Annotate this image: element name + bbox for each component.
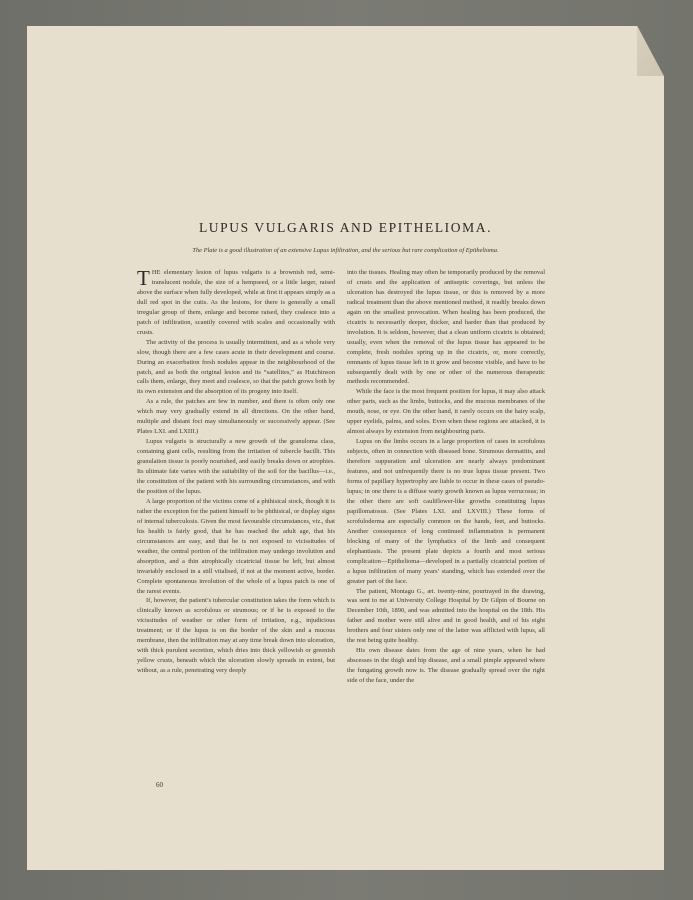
paper-sheet (27, 26, 664, 870)
right-column (347, 268, 545, 686)
right-paragraph-3: Lupus on the limbs occurs in a large proportion of cases in scrofulous subjects, often in connection with diseased bone. Strumous dermatitis, and therefore suppuration and ulceration are nearly always predominant features, and not unfrequently there is no true lupus tissue present. Two forms of papillary hypertrophy are liable to occur in these cases of pseudo-lupus; in one there is a diffuse warty growth known as lupus verrucosus; in the other there are soft cauliflower-like growths constituting lupus papillomatosus. (See Plates LXI. and LXVIII.) These forms of scrofuloderma are especially common on the hands, feet, and buttocks. Another consequence of long continued inflammation is permanent blocking of many of the lymphatics of the limb and consequent elephantiasis. The present plate depicts a fourth and most serious complication—Epithelioma—developed in a partially cicatricial portion of a lupus infiltration of many years’ standing, which has extended over the greater part of the face. (347, 438, 545, 585)
left-paragraph-4: Lupus vulgaris is structurally a new growth of the granuloma class, containing giant cells, resulting from the irritation of tubercle bacilli. This granulation tissue is poorly nourished, and easily breaks down or atrophies. Its ultimate fate varies with the suitability of the soil for the bacillus—i.e., the constitution of the patient with his surrounding circumstances, and with the position of the lupus. (137, 438, 335, 495)
page-subtitle: The Plate is a good illustration of an extensive Lupus infiltration, and the serious but rare complication of Epithelioma. (192, 247, 499, 254)
left-paragraph-1-text: HE elementary lesion of lupus vulgaris is a brownish red, semi-translucent nodule, the size of a hempseed, or a little larger, raised above the surface when fully developed, while at first it appears simply as a dull red spot in the cutis. As the lesions, for there is generally a small irregular group of them, enlarge and become raised, they coalesce into a patch of infiltration, scantily covered with scales and occasionally with crusts. (137, 269, 335, 336)
left-paragraph-5: A large proportion of the victims come of a phthisical stock, though it is rather the exception for the patient himself to be phthisical, or display signs of internal tuberculosis. Given the most favourable circumstances, viz., that his health is fairly good, that he has reached the adult age, that his circumstances are easy, and that he is not exposed to vicissitudes of weather, the central portion of the infiltration may undergo involution and absorption, and a thin atrophically cicatricial tissue be left, but almost invariably enclosed in a still vitalised, if not at the moment active, border. Complete spontaneous involution of the whole of a lupus patch is one of the rarest events. (137, 497, 335, 595)
page-number: 60 (156, 781, 163, 789)
drop-cap: T (137, 266, 150, 290)
left-paragraph-2: The activity of the process is usually intermittent, and as a whole very slow, though there are a few cases acute in their development and course. During an exacerbation fresh nodules appear in the neighbourhood of the patch, and as both the original lesion and its “satellites,” as Hutchinson calls them, enlarge, they meet and coalesce, so that the patch grows both by its own extension and the absorption of its progeny into itself. (137, 338, 335, 396)
left-paragraph-3: As a rule, the patches are few in number, and there is often only one which may very gradually extend in all directions. On the other hand, multiple and distant foci may simultaneously or successively appear. (See Plates LXI. and LXIII.) (137, 398, 335, 436)
right-paragraph-2: While the face is the most frequent position for lupus, it may also attack other parts, such as the limbs, buttocks, and the mucous membranes of the mouth, nose, or eye. On the other hand, it rarely occurs on the hairy scalp, upper eyelids, palms, and soles. Even when these regions are attacked, it is almost always by extension from neighbouring parts. (347, 388, 545, 436)
right-paragraph-5: His own disease dates from the age of nine years, when he had abscesses in the thigh and hip disease, and a small pimple appeared where the fungating growth now is. The disease gradually spread over the right side of the face, under the (347, 647, 545, 685)
right-paragraph-4: The patient, Montagu G., æt. twenty-nine, pourtrayed in the drawing, was sent to me at University College Hospital by Dr Gilpin of Bourne on December 10th, 1890, and was admitted into the hospital on the 18th. His father and mother were still alive and in good health, and of his eight brothers and four sisters only one of the latter was afflicted with lupus, all the rest being quite healthy. (347, 587, 545, 645)
left-paragraph-6: If, however, the patient’s tubercular constitution takes the form which is clinically known as scrofulous or strumous; or if he is exposed to the vicissitudes of weather or other form of irritation, e.g., injudicious treatment; or if the lupus is on the border of the skin and a mucous membrane, then the infiltration may at any time break down into ulceration, with thick purulent secretion, which dries into thick yellowish or greenish yellow crusts, beneath which the ulceration slowly spreads in extent, but without, as a rule, penetrating very deeply (137, 597, 335, 675)
right-paragraph-1: into the tissues. Healing may often be temporarily produced by the removal of crusts and the application of antiseptic coverings, but unless the ulceration has destroyed the lupus tissue, or this is removed by a more radical treatment than the above mentioned method, it readily breaks down again on the smallest provocation. When healing has been produced, the cicatrix is necessarily deeper, thicker, and harder than that produced by involution. It is seldom, however, that a clean uniform cicatrix is obtained; usually, even when the removal of the lupus tissue has appeared to be complete, fresh nodules spring up in the cicatrix, or, more correctly, remnants of lupus tissue left in it grow and become visible, and have to be subsequently dealt with by one or other of the numerous therapeutic methods recommended. (347, 269, 545, 386)
left-paragraph-1 (137, 268, 335, 338)
page-title: LUPUS VULGARIS AND EPITHELIOMA. (198, 220, 493, 235)
left-column (137, 268, 335, 676)
